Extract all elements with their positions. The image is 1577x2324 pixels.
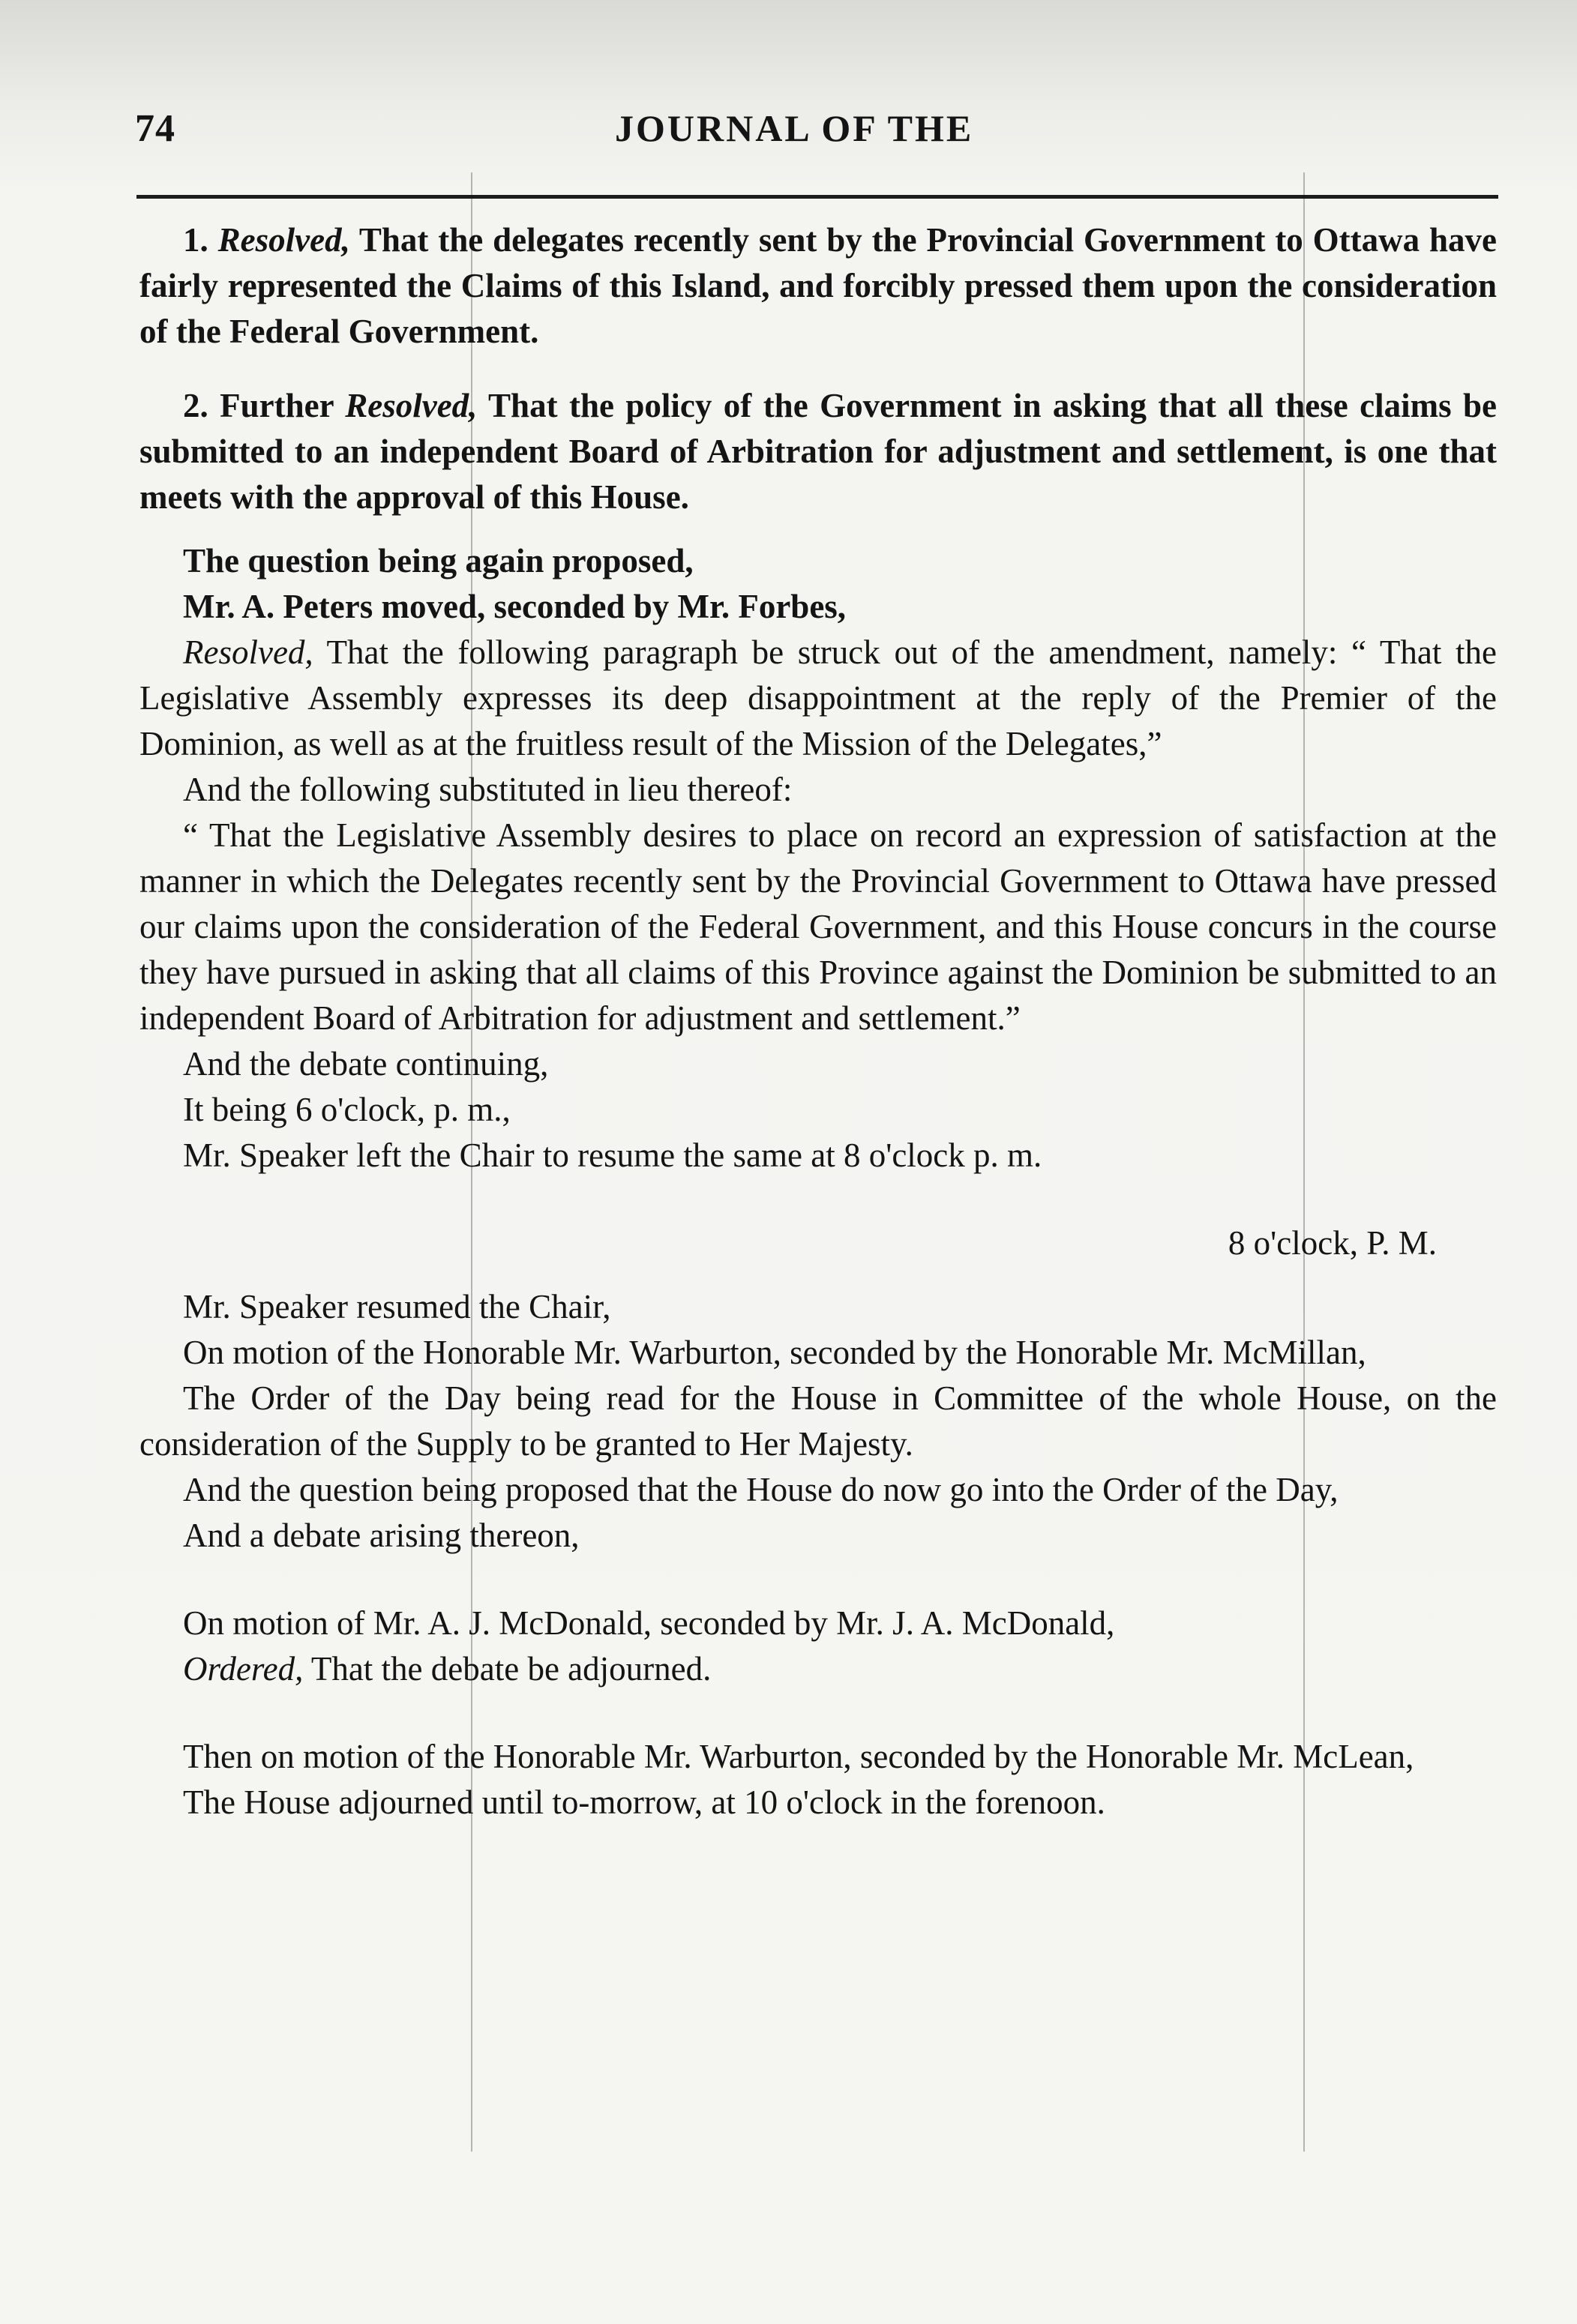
amendment-text: That the following paragraph be struck out of the amendment, namely: “ That the Legislative Assembly expresses its deep disappointment at the reply of the Premier of the Dominion, as well as at the fruitless result of the Mission of the Delegates,” xyxy=(139,633,1497,762)
resolution-2 xyxy=(139,383,1497,520)
debate-arising: And a debate arising thereon, xyxy=(183,1517,580,1554)
resolution-number: 1. xyxy=(183,221,208,259)
debate-continuing: And the debate continuing, xyxy=(183,1045,549,1083)
final-motion: Then on motion of the Honorable Mr. Warburton, seconded by the Honorable Mr. McLean, xyxy=(183,1738,1414,1775)
running-head: JOURNAL OF THE xyxy=(615,107,974,149)
header-rule xyxy=(136,195,1498,199)
order-of-day: The Order of the Day being read for the House in Committee of the whole House, on the consideration of the Supply to be granted to Her Majesty. xyxy=(139,1379,1497,1463)
journal-body xyxy=(139,217,1497,1825)
amendment-paragraph xyxy=(139,630,1497,767)
resolved-lead: Resolved, xyxy=(217,221,350,259)
ordered-text: That the debate be adjourned. xyxy=(303,1650,712,1688)
substitute-text: “ That the Legislative Assembly desires to place on record an expression of satisfaction at the manner in which the Delegates recently sent by the Provincial Government to Ottawa have pressed our claims upon the consideration of the Federal Government, and this House concurs in the course they have pursued in asking that all claims of this Province against the Dominion be submitted to an independent Board of Arbitration for adjustment and settlement.” xyxy=(139,816,1497,1037)
warburton-motion: On motion of the Honorable Mr. Warburton, seconded by the Honorable Mr. McMillan, xyxy=(183,1334,1366,1371)
six-oclock: It being 6 o'clock, p. m., xyxy=(183,1091,511,1128)
speaker-resumed: Mr. Speaker resumed the Chair, xyxy=(183,1288,611,1325)
resolution-prefix: Further xyxy=(208,387,346,424)
resolution-1 xyxy=(139,217,1497,355)
page-number: 74 xyxy=(135,107,175,150)
ordered-line xyxy=(139,1646,1497,1692)
question-proposed: And the question being proposed that the House do now go into the Order of the Day, xyxy=(183,1471,1339,1508)
peters-moved: Mr. A. Peters moved, seconded by Mr. Forbes, xyxy=(183,588,847,625)
resolution-text: That the delegates recently sent by the Provincial Government to Ottawa have fairly represented the Claims of this Island, and forcibly pressed them upon the consideration of the Federal Government. xyxy=(139,221,1498,350)
page-header xyxy=(135,106,1485,159)
resolved-lead: Resolved, xyxy=(345,387,478,424)
resolution-number: 2. xyxy=(183,387,208,424)
ordered-lead: Ordered, xyxy=(183,1650,304,1688)
evening-time: 8 o'clock, P. M. xyxy=(1228,1224,1437,1262)
resolved-lead: Resolved, xyxy=(183,633,313,671)
adjourned-line: The House adjourned until to-morrow, at 10 o'clock in the forenoon. xyxy=(183,1783,1105,1821)
substituted-line: And the following substituted in lieu thereof: xyxy=(183,771,793,808)
speaker-left: Mr. Speaker left the Chair to resume the same at 8 o'clock p. m. xyxy=(183,1137,1042,1174)
mcdonald-motion: On motion of Mr. A. J. McDonald, seconded by Mr. J. A. McDonald, xyxy=(183,1604,1115,1642)
resolution-text: That the policy of the Government in asking that all these claims be submitted to an independent Board of Arbitration for adjustment and settlement, is one that meets with the approval of this House. xyxy=(139,387,1497,516)
question-again: The question being again proposed, xyxy=(183,542,694,580)
